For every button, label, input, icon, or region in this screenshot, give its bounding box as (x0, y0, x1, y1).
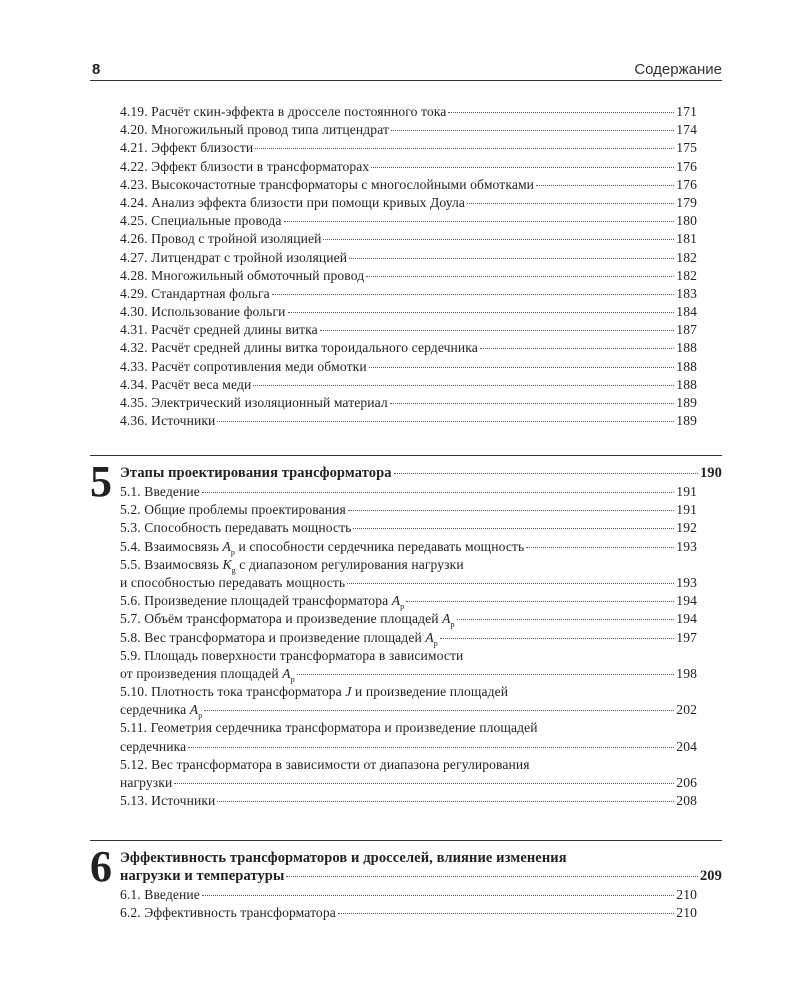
toc-entry-line (120, 886, 697, 904)
entry-page-number: 189 (676, 395, 697, 410)
entry-page-number: 182 (676, 249, 697, 265)
dot-leader (348, 510, 674, 511)
toc-entry-line (120, 249, 697, 267)
toc-entry[interactable] (120, 538, 697, 556)
toc-entry[interactable] (120, 339, 697, 357)
toc-entry[interactable] (120, 792, 697, 810)
entry-text: сердечника (120, 738, 187, 754)
entry-page-number: 198 (676, 665, 697, 681)
toc-entry-line (120, 358, 697, 376)
entry-text: 5.13. Источники (120, 793, 216, 809)
variable-subscript: p (450, 620, 455, 630)
entry-text: 4.20. Многожильный провод типа литцендрат (120, 122, 390, 138)
chapter-6-block (90, 840, 722, 931)
entry-text: 5.11. Геометрия сердечника трансформатора и произведение площадей (120, 720, 538, 736)
toc-entry-line (120, 121, 697, 139)
entry-page-number: 188 (676, 376, 697, 392)
entry-page-number: 204 (676, 738, 697, 754)
chapter-page-number: 190 (699, 465, 722, 481)
toc-entry[interactable] (120, 103, 697, 121)
entry-text: 4.33. Расчёт сопротивления меди обмотки (120, 358, 367, 374)
entry-page-number: 182 (676, 267, 697, 283)
entry-text: 4.25. Специальные провода (120, 213, 282, 229)
dot-leader (369, 367, 675, 368)
toc-entry-line (120, 501, 697, 519)
variable-symbol: A (189, 702, 199, 718)
entry-page-number: 179 (676, 194, 697, 210)
toc-entry-line (120, 139, 697, 157)
toc-entry[interactable] (120, 412, 697, 430)
toc-entry[interactable] (120, 285, 697, 303)
entry-page-number: 176 (676, 176, 697, 192)
toc-entry[interactable] (120, 610, 697, 628)
toc-entry-line (120, 665, 697, 683)
entry-page-number: 191 (676, 484, 697, 499)
entry-page-number: 192 (676, 520, 697, 536)
toc-entry[interactable] (120, 647, 697, 683)
entry-text: 4.32. Расчёт средней длины витка тороидального сердечника (120, 340, 478, 356)
toc-entry[interactable] (120, 121, 697, 139)
toc-entry-line (120, 592, 697, 610)
dot-leader (202, 895, 674, 896)
dot-leader (467, 203, 674, 204)
toc-entry-line (120, 792, 697, 810)
entry-page-number: 187 (676, 322, 697, 338)
chapter-title-text: нагрузки и температуры (120, 868, 285, 885)
entry-text: 5.10. Плотность тока трансформатора (120, 684, 346, 700)
entry-page-number: 210 (676, 887, 697, 902)
chapter-number: 5 (90, 457, 112, 506)
entry-text: 4.23. Высокочастотные трансформаторы с многослойными обмотками (120, 176, 535, 192)
toc-entry-line (120, 904, 697, 922)
entry-page-number: 175 (676, 140, 697, 156)
entry-text: 4.24. Анализ эффекта близости при помощи кривых Доула (120, 194, 466, 210)
chapter-title (120, 849, 722, 885)
dot-leader (440, 638, 674, 639)
toc-entry[interactable] (120, 394, 697, 412)
entry-text: 4.34. Расчёт веса меди (120, 376, 252, 392)
dot-leader (272, 294, 675, 295)
dot-leader (448, 112, 674, 113)
toc-entry[interactable] (120, 501, 697, 519)
entry-page-number: 193 (676, 574, 697, 590)
dot-leader (174, 783, 674, 784)
toc-entry-line (120, 574, 697, 592)
toc-entry[interactable] (120, 321, 697, 339)
toc-entry[interactable] (120, 249, 697, 267)
entry-text: 4.22. Эффект близости в трансформаторах (120, 158, 370, 174)
toc-section-4-tail (120, 103, 697, 430)
entry-text: и способностью передавать мощность (120, 574, 346, 590)
dot-leader (480, 348, 674, 349)
entry-text: 4.29. Стандартная фольга (120, 285, 270, 301)
toc-entry-line (120, 483, 697, 501)
dot-leader (391, 130, 674, 131)
variable-symbol: K (222, 556, 232, 572)
variable-subscript: p (198, 711, 203, 721)
entry-text: 4.35. Электрический изоляционный материал (120, 395, 388, 410)
entry-text: и способности сердечника передавать мощность (234, 538, 525, 554)
dot-leader (253, 385, 674, 386)
entry-text: 4.36. Источники (120, 413, 216, 429)
chapter-page-number: 209 (699, 868, 722, 885)
entry-text: 4.27. Литцендрат с тройной изоляцией (120, 249, 348, 265)
toc-entry-line (120, 647, 697, 665)
toc-entry-line (120, 303, 697, 321)
entry-text: 5.2. Общие проблемы проектирования (120, 502, 346, 518)
toc-entry-line (120, 394, 697, 412)
chapter-5-block (90, 455, 722, 826)
entry-text: 6.2. Эффективность трансформатора (120, 905, 336, 921)
entry-page-number: 183 (676, 285, 697, 301)
entry-page-number: 194 (676, 593, 697, 609)
entry-text: 5.8. Вес трансформатора и произведение площадей (120, 629, 426, 645)
dot-leader (366, 276, 674, 277)
dot-leader (406, 601, 674, 602)
entry-page-number: 210 (676, 905, 697, 921)
toc-entry-line (120, 538, 697, 556)
toc-entry-line (120, 230, 697, 248)
dot-leader (323, 239, 674, 240)
toc-entry[interactable] (120, 176, 697, 194)
toc-entry-line (120, 412, 697, 430)
entry-page-number: 188 (676, 340, 697, 356)
toc-entry[interactable] (120, 158, 697, 176)
entry-page-number: 197 (676, 629, 697, 645)
dot-leader (204, 710, 674, 711)
entry-text: 5.4. Взаимосвязь (120, 538, 223, 554)
toc-entry[interactable] (120, 376, 697, 394)
dot-leader (371, 167, 674, 168)
entry-page-number: 188 (676, 358, 697, 374)
variable-symbol: A (442, 611, 451, 627)
entry-page-number: 171 (676, 104, 697, 119)
toc-entry-line (120, 285, 697, 303)
toc-entry[interactable] (120, 756, 697, 792)
toc-entry[interactable] (120, 629, 697, 647)
toc-entry-line (120, 738, 697, 756)
chapter-title-line[interactable] (120, 849, 722, 867)
dot-leader (338, 913, 674, 914)
math-variable (442, 610, 455, 634)
entry-page-number: 174 (676, 122, 697, 138)
entry-text: 4.31. Расчёт средней длины витка (120, 322, 318, 338)
variable-symbol: A (222, 538, 231, 554)
toc-entry-line (120, 194, 697, 212)
entry-page-number: 180 (676, 213, 697, 229)
toc-entry[interactable] (120, 358, 697, 376)
dot-leader (297, 674, 674, 675)
toc-entry[interactable] (120, 230, 697, 248)
toc-entry-line (120, 158, 697, 176)
toc-entry-line (120, 610, 697, 628)
toc-entry[interactable] (120, 267, 697, 285)
page-number: 8 (92, 61, 101, 78)
toc-entry[interactable] (120, 683, 697, 719)
dot-leader (390, 403, 675, 404)
toc-entry[interactable] (120, 556, 697, 592)
toc-entry[interactable] (120, 886, 697, 904)
dot-leader (255, 148, 674, 149)
toc-entry[interactable] (120, 519, 697, 537)
toc-entry-line (120, 719, 697, 737)
toc-entry[interactable] (120, 303, 697, 321)
variable-subscript: g (231, 565, 236, 575)
toc-entry-line (120, 321, 697, 339)
dot-leader (320, 330, 675, 331)
variable-subscript: p (400, 602, 405, 612)
entry-text: 5.12. Вес трансформатора в зависимости от диапазона регулирования (120, 756, 530, 772)
chapter-title-line[interactable] (120, 464, 722, 482)
entry-text: 5.1. Введение (120, 484, 200, 499)
entry-text: сердечника (120, 702, 190, 718)
variable-symbol: A (425, 629, 434, 645)
entry-text: 5.5. Взаимосвязь (120, 556, 223, 572)
entry-text: и произведение площадей (351, 684, 509, 700)
dot-leader (284, 221, 675, 222)
toc-entry[interactable] (120, 719, 697, 755)
chapter-title-line[interactable] (120, 867, 722, 885)
chapter-title-text: Этапы проектирования трансформатора (120, 465, 392, 481)
toc-entry-line (120, 701, 697, 719)
toc-entry[interactable] (120, 483, 697, 501)
entry-text: от произведения площадей (120, 665, 283, 681)
chapter-entries (120, 886, 697, 922)
entry-text: 4.19. Расчёт скин-эффекта в дросселе постоянного тока (120, 104, 447, 119)
toc-entry-line (120, 176, 697, 194)
variable-symbol: A (391, 593, 401, 609)
entry-text: нагрузки (120, 775, 173, 790)
entry-text: 4.28. Многожильный обмоточный провод (120, 267, 365, 283)
dot-leader (188, 747, 674, 748)
entry-page-number: 181 (676, 231, 697, 247)
entry-text: 4.21. Эффект близости (120, 140, 254, 156)
toc-entry-line (120, 683, 697, 701)
toc-entry-line (120, 103, 697, 121)
dot-leader (288, 312, 675, 313)
variable-subscript: p (290, 674, 295, 684)
entry-page-number: 176 (676, 158, 697, 174)
toc-entry-line (120, 756, 697, 774)
variable-symbol: J (345, 684, 352, 700)
entry-text: 5.7. Объём трансформатора и произведение площадей (120, 611, 443, 627)
header-title: Содержание (634, 61, 722, 78)
toc-entry[interactable] (120, 194, 697, 212)
entry-page-number: 191 (676, 502, 697, 518)
entry-text: 4.26. Провод с тройной изоляцией (120, 231, 322, 247)
dot-leader (217, 801, 674, 802)
dot-leader (286, 876, 698, 877)
dot-leader (536, 185, 674, 186)
dot-leader (457, 619, 675, 620)
toc-entry-line (120, 267, 697, 285)
entry-text: 5.3. Способность передавать мощность (120, 520, 352, 536)
toc-entry[interactable] (120, 139, 697, 157)
dot-leader (526, 547, 674, 548)
toc-entry[interactable] (120, 212, 697, 230)
variable-subscript: p (433, 638, 438, 648)
entry-text: 5.6. Произведение площадей трансформатора (120, 593, 392, 609)
entry-page-number: 206 (676, 775, 697, 790)
toc-entry-line (120, 212, 697, 230)
chapter-title (120, 464, 722, 482)
toc-entry-line (120, 629, 697, 647)
toc-entry[interactable] (120, 904, 697, 922)
entry-page-number: 208 (676, 793, 697, 809)
toc-entry-line (120, 556, 697, 574)
chapter-entries (120, 483, 697, 810)
variable-symbol: A (282, 665, 291, 681)
entry-page-number: 189 (676, 413, 697, 429)
entry-text: с диапазоном регулирования нагрузки (235, 556, 464, 572)
entry-text: 4.30. Использование фольги (120, 304, 286, 320)
entry-text: 5.9. Площадь поверхности трансформатора в зависимости (120, 647, 464, 663)
entry-page-number: 194 (676, 611, 697, 627)
dot-leader (349, 258, 674, 259)
toc-entry[interactable] (120, 592, 697, 610)
entry-page-number: 202 (676, 702, 697, 718)
toc-entry-line (120, 519, 697, 537)
dot-leader (347, 583, 674, 584)
toc-entry-line (120, 339, 697, 357)
chapter-title-text: Эффективность трансформаторов и дросселей, влияние изменения (120, 850, 567, 866)
dot-leader (353, 528, 674, 529)
toc-entry-line (120, 376, 697, 394)
chapter-number: 6 (90, 842, 112, 891)
entry-text: 6.1. Введение (120, 887, 200, 902)
toc-entry-line (120, 774, 697, 792)
dot-leader (217, 421, 674, 422)
running-header (90, 60, 722, 81)
entry-page-number: 184 (676, 304, 697, 320)
dot-leader (394, 473, 698, 474)
dot-leader (202, 492, 674, 493)
variable-subscript: p (230, 547, 235, 557)
entry-page-number: 193 (676, 538, 697, 554)
